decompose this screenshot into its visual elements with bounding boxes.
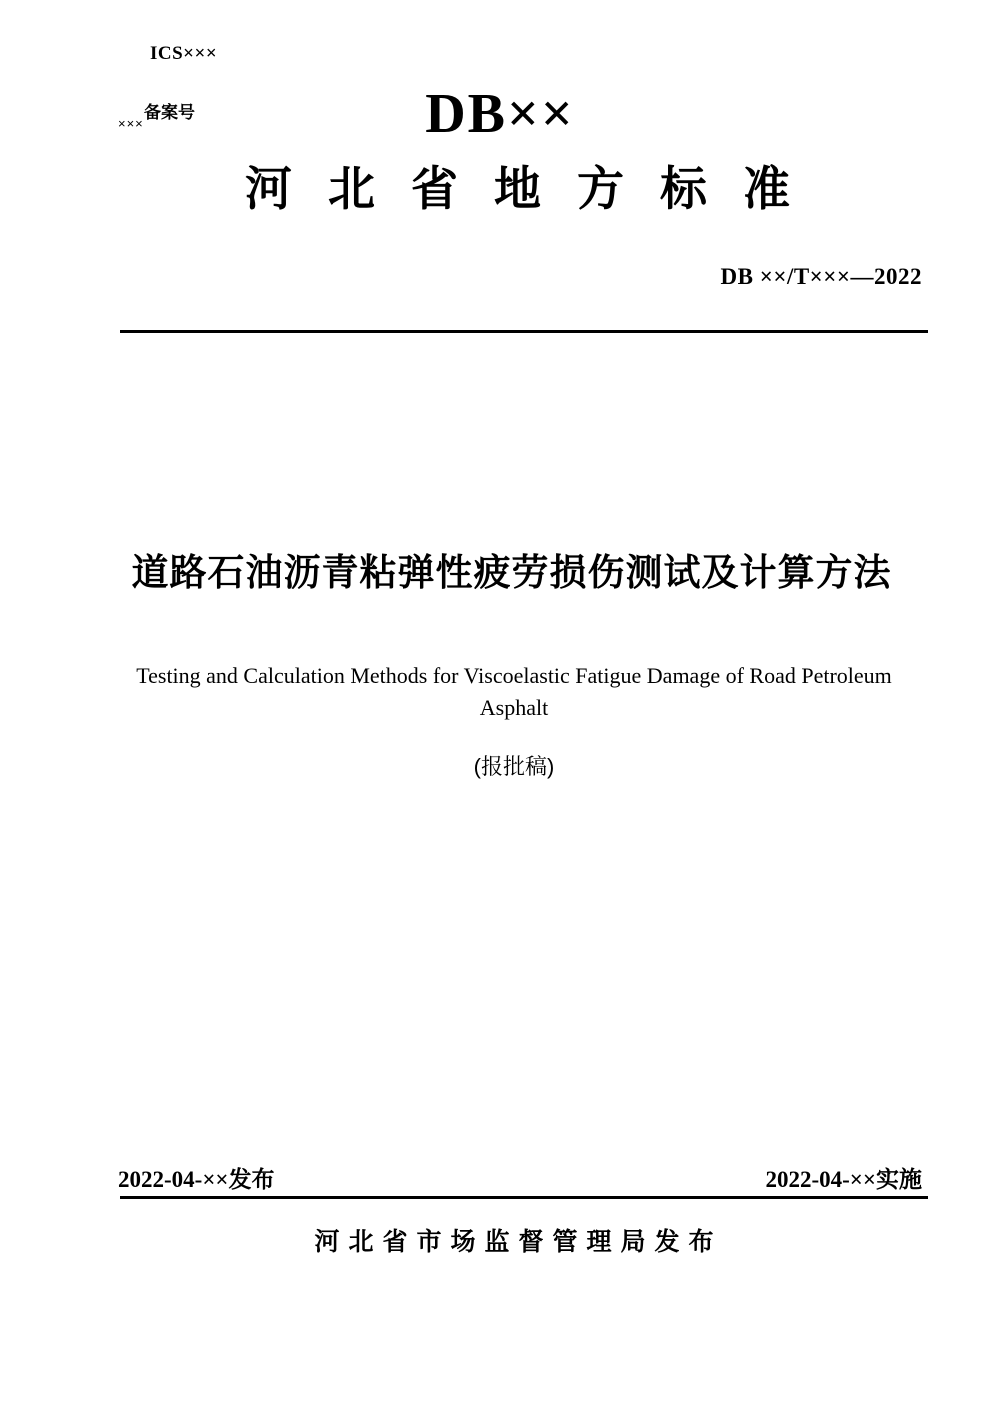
record-number-value: ××× bbox=[118, 116, 144, 131]
header-divider bbox=[120, 330, 928, 333]
publisher-name: 河北省市场监督管理局发布 bbox=[314, 1228, 723, 1256]
province-standard-title: 河北省地方标准 bbox=[245, 162, 826, 215]
standard-number: DB ××/T×××—2022 bbox=[720, 264, 922, 289]
footer-divider bbox=[120, 1196, 928, 1199]
record-number-label: 备案号 bbox=[144, 103, 195, 122]
document-title-english: Testing and Calculation Methods for Viscoelastic Fatigue Damage of Road Petroleum Asphalt bbox=[136, 663, 892, 720]
document-title-chinese: 道路石油沥青粘弹性疲劳损伤测试及计算方法 bbox=[131, 552, 892, 593]
effective-date: 2022-04-××实施 bbox=[765, 1167, 922, 1192]
document-status-note: (报批稿) bbox=[473, 754, 555, 779]
db-mark: DB×× bbox=[425, 83, 575, 145]
issue-date: 2022-04-××发布 bbox=[118, 1167, 275, 1192]
ics-code: ICS××× bbox=[150, 43, 218, 64]
